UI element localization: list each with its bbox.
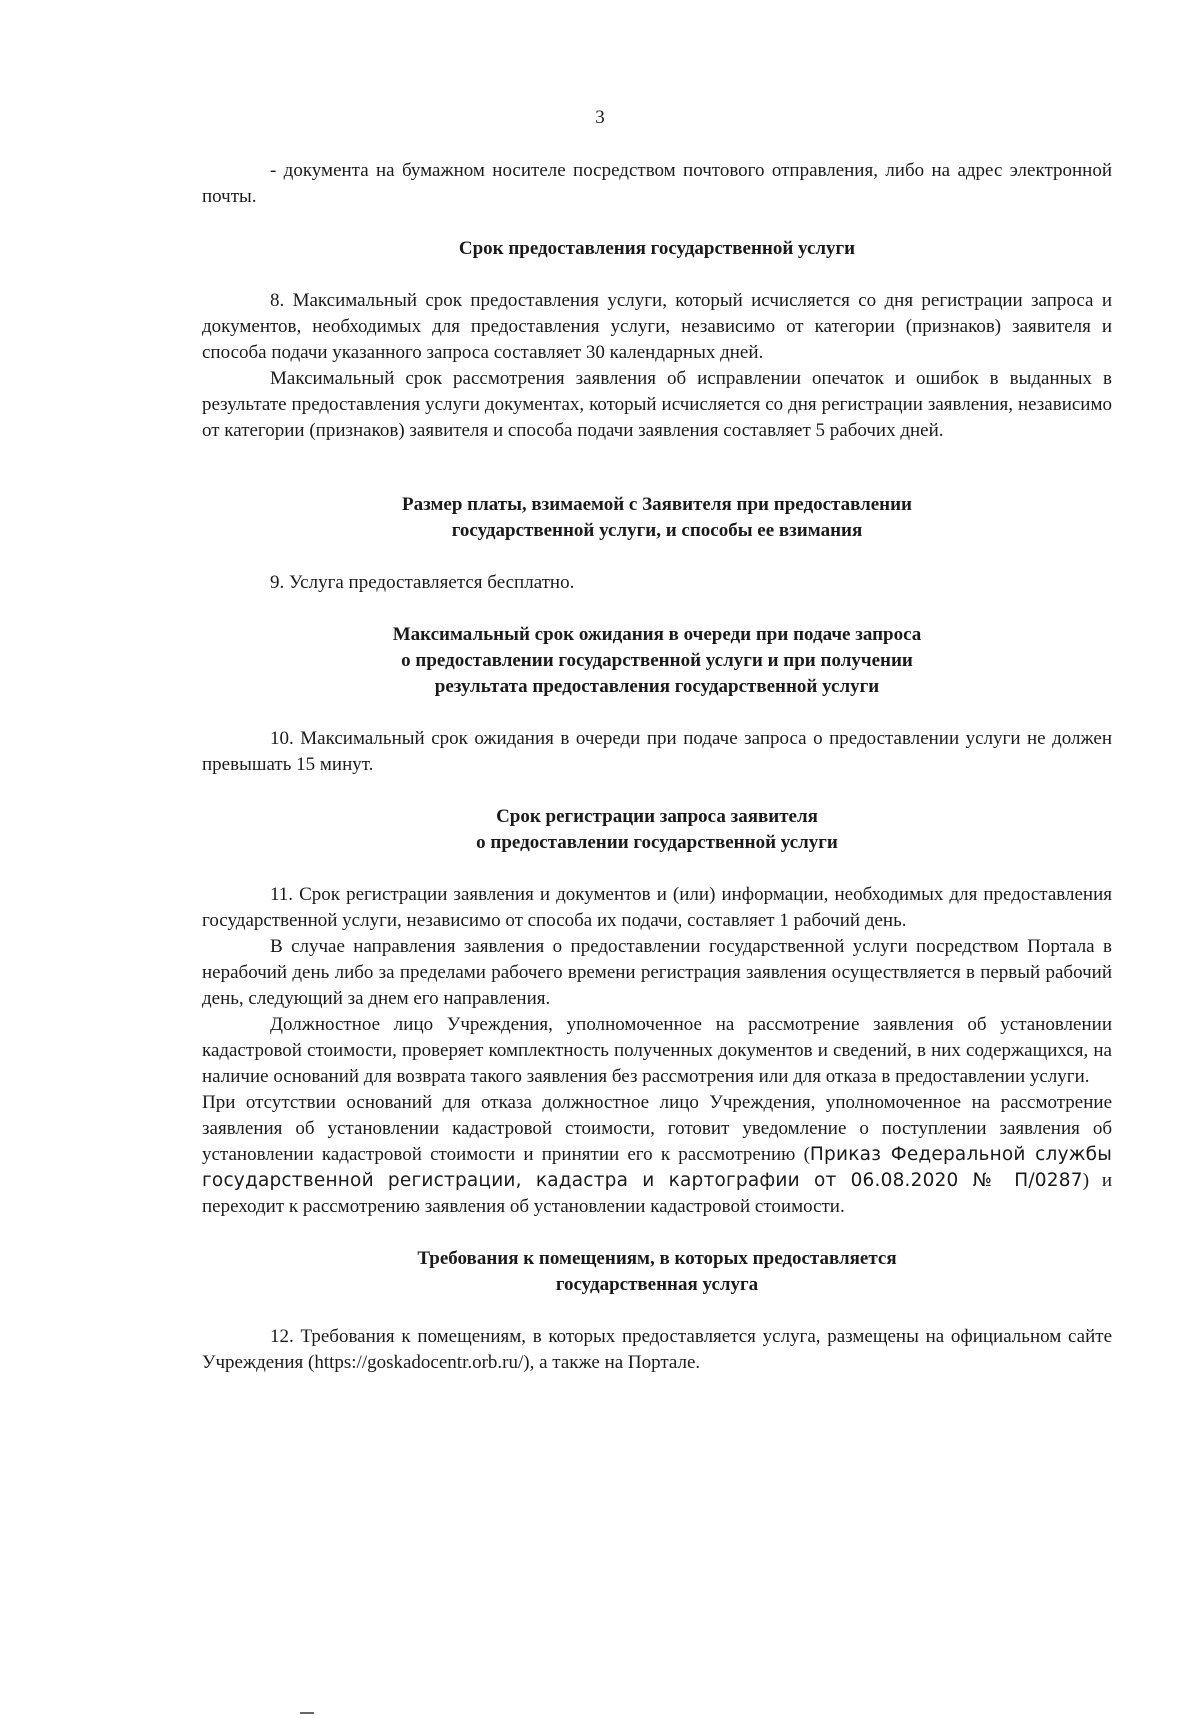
heading-registration	[202, 804, 1112, 856]
heading-fee-line-2: государственной услуги, и способы ее взимания	[451, 520, 863, 541]
notice-text-end: ) и переходит к рассмотрению заявления об установлении кадастровой стоимости.	[202, 1170, 1112, 1217]
order-reference: Приказ Федеральной службы государственной регистрации, кадастра и картографии от 06.08.2020 № П/0287	[202, 1144, 1112, 1191]
paragraph-11: 11. Срок регистрации заявления и документов и (или) информации, необходимых для предоставления государственной услуги, независимо от способа их подачи, составляет 1 рабочий день.	[202, 884, 1112, 931]
paragraph-10: 10. Максимальный срок ожидания в очереди при подаче запроса о предоставлении услуги не должен превышать 15 минут.	[202, 728, 1112, 775]
document-body	[202, 158, 1112, 1376]
heading-premises-line-2: государственная услуга	[555, 1274, 759, 1295]
page-number: 3	[595, 107, 605, 128]
paragraph-12: 12. Требования к помещениям, в которых предоставляется услуга, размещены на официальном сайте Учреждения (https://goskadocentr.orb.ru/), а также на Портале.	[202, 1326, 1112, 1373]
heading-deadline: Срок предоставления государственной услуги	[458, 238, 856, 259]
paragraph-11-notice	[202, 1090, 1112, 1220]
heading-registration-line-1: Срок регистрации запроса заявителя	[496, 806, 818, 827]
notice-text-start: При отсутствии оснований для отказа должностное лицо Учреждения, уполномоченное на рассмотрение заявления об установлении кадастровой стоимости, готовит уведомление о поступлении заявления об установлении кадастровой стоимости и принятии его к рассмотрению (	[202, 1092, 1112, 1165]
heading-queue	[202, 622, 1112, 700]
paragraph-8-correction: Максимальный срок рассмотрения заявления об исправлении опечаток и ошибок в выданных в результате предоставления услуги документах, который исчисляется со дня регистрации заявления, независимо от категории (признаков) заявителя и способа подачи заявления составляет 5 рабочих дней.	[202, 368, 1112, 441]
heading-fee-line-1: Размер платы, взимаемой с Заявителя при предоставлении	[401, 494, 913, 515]
paragraph-9: 9. Услуга предоставляется бесплатно.	[270, 572, 575, 593]
paragraph-11-official: Должностное лицо Учреждения, уполномоченное на рассмотрение заявления об установлении кадастровой стоимости, проверяет комплектность полученных документов и сведений, в них содержащихся, на наличие оснований для возврата такого заявления без рассмотрения или для отказа в предоставлении услуги.	[202, 1014, 1112, 1087]
heading-queue-line-1: Максимальный срок ожидания в очереди при подаче запроса	[392, 624, 922, 645]
heading-premises-line-1: Требования к помещениям, в которых предоставляется	[417, 1248, 897, 1269]
intro-paragraph: - документа на бумажном носителе посредством почтового отправления, либо на адрес электронной почты.	[202, 160, 1112, 207]
paragraph-8: 8. Максимальный срок предоставления услуги, который исчисляется со дня регистрации запроса и документов, необходимых для предоставления услуги, независимо от категории (признаков) заявителя и способа подачи указанного запроса составляет 30 календарных дней.	[202, 290, 1112, 363]
heading-fee	[202, 492, 1112, 544]
heading-queue-line-2: о предоставлении государственной услуги и при получении	[401, 650, 913, 671]
heading-queue-line-3: результата предоставления государственной услуги	[434, 676, 880, 697]
scan-edge-mark	[300, 1712, 314, 1714]
paragraph-11-portal: В случае направления заявления о предоставлении государственной услуги посредством Портала в нерабочий день либо за пределами рабочего времени регистрация заявления осуществляется в первый рабочий день, следующий за днем его направления.	[202, 936, 1112, 1009]
heading-registration-line-2: о предоставлении государственной услуги	[476, 832, 838, 853]
heading-premises	[202, 1246, 1112, 1298]
